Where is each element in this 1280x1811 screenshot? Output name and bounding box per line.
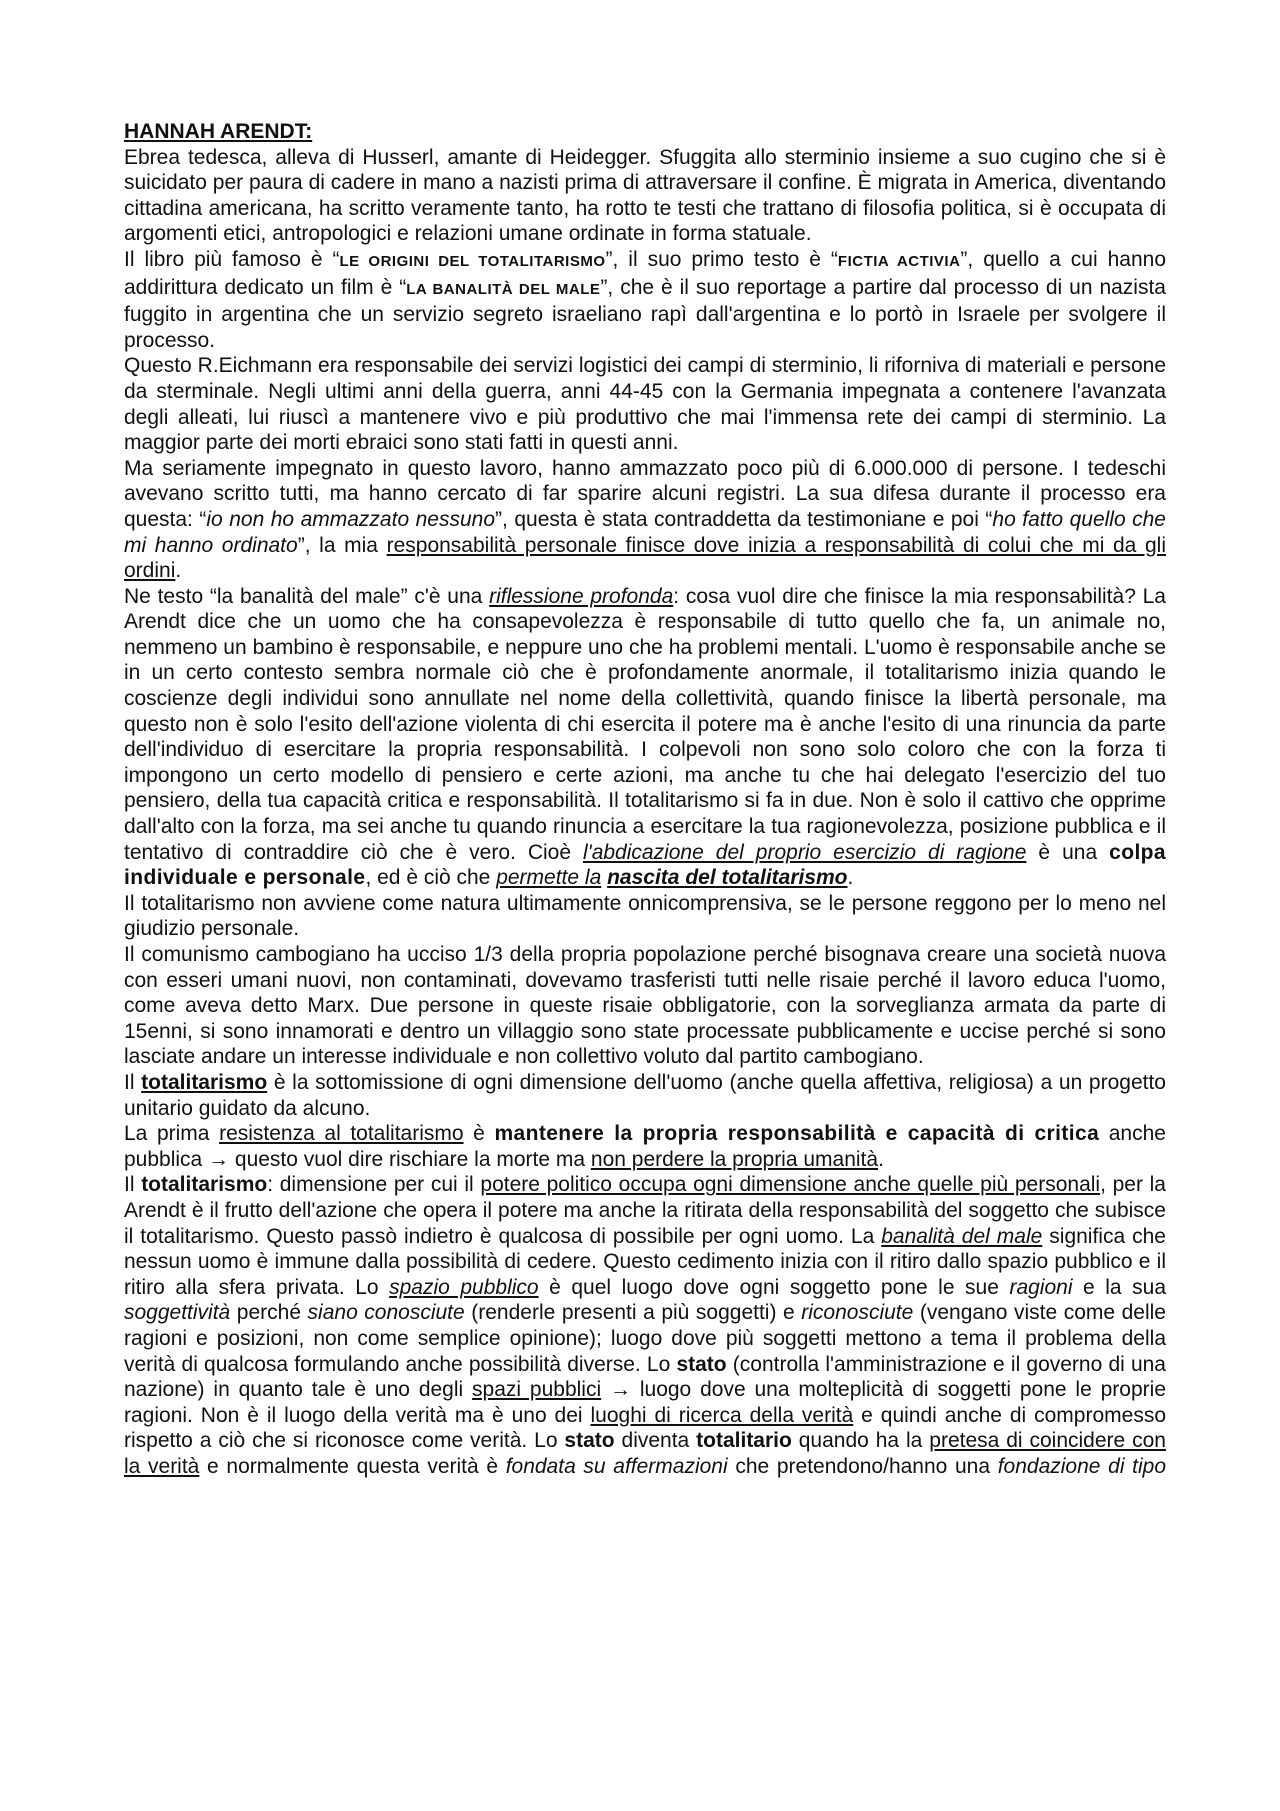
paragraph-state: Il totalitarismo: dimensione per cui il potere politico occupa ogni dimensione anche quelle più personali, per la Arendt è il frutto dell'azione che opera il potere ma anche la ritirata della responsabilità del soggetto che subisce il totalitarismo. Questo passò indietro è qualcosa di possibile per ogni uomo. La banalità del male significa che nessun uomo è immune dalla possibilità di cedere. Questo cedimento inizia con il ritiro dallo spazio pubblico e il ritiro alla sfera privata. Lo spazio pubblico è quel luogo dove ogni soggetto pone le sue ragioni e la sua soggettività perché siano conosciute (renderle presenti a più soggetti) e riconosciute (vengano viste come delle ragioni e posizioni, non come semplice opinione); luogo dove più soggetti mettono a tema il problema della verità di qualcosa formulando anche possibilità diverse. Lo stato (controlla l'amministrazione e il governo di una nazione) in quanto tale è uno degli spazi pubblici → luogo dove una molteplicità di soggetti pone le proprie ragioni. Non è il luogo della verità ma è uno dei luoghi di ricerca della verità e quindi anche di compromesso rispetto a ciò che si riconosce come verità. Lo stato diventa totalitario quando ha la pretesa di coincidere con la verità e normalmente questa verità è fondata su affermazioni che pretendono/hanno una fondazione di tipo bbox=[124, 1173, 1167, 1478]
paragraph-resistance: La prima resistenza al totalitarismo è mantenere la propria responsabilità e capacità di critica anche pubblica → questo vuol dire rischiare la morte ma non perdere la propria umanità. bbox=[124, 1122, 1166, 1171]
book-title-origini: LE ORIGINI DEL TOTALITARISMO bbox=[339, 252, 606, 270]
document-page bbox=[124, 119, 1166, 1479]
paragraph-cambodia: Il comunismo cambogiano ha ucciso 1/3 della propria popolazione perché bisognava creare una società nuova con esseri umani nuovi, non contaminati, dovevamo trasferisti tutti nelle risaie perché il lavoro educa l'uomo, come aveva detto Marx. Due persone in queste risaie obbligatorie, con la sorveglianza armata da parte di 15enni, si sono innamorati e dentro un villaggio sono state processate pubblicamente e uccise perché si sono lasciate andare un interesse individuale e non collettivo voluto dal partito cambogiano. bbox=[124, 943, 1166, 1069]
paragraph-biography: Ebrea tedesca, alleva di Husserl, amante di Heidegger. Sfuggita allo sterminio insieme a suo cugino che si è suicidato per paura di cadere in mano a nazisti prima di attraversare il confine. È migrata in America, diventando cittadina americana, ha scritto veramente tanto, ha rotto te testi che trattano di filosofia politica, si è occupata di argomenti etici, antropologici e relazioni umane ordinate in forma statuale. bbox=[124, 145, 1166, 246]
highlight-responsabilita: responsabilità personale finisce dove inizia a responsabilità di colui che mi da gli ordini bbox=[124, 533, 1166, 583]
paragraph-defense: Ma seriamente impegnato in questo lavoro, hanno ammazzato poco più di 6.000.000 di persone. I tedeschi avevano scritto tutti, ma hanno cercato di far sparire alcuni registri. La sua difesa durante il processo era questa: “io non ho ammazzato nessuno”, questa è stata contraddetta da testimoniane e poi “ho fatto quello che mi hanno ordinato”, la mia responsabilità personale finisce dove inizia a responsabilità di colui che mi da gli ordini. bbox=[124, 456, 1166, 583]
paragraph-books: Il libro più famoso è “LE ORIGINI DEL TOTALITARISMO”, il suo primo testo è “FICTIA ACTIVIA”, quello a cui hanno addirittura dedicato un film è “LA BANALITÀ DEL MALE”, che è il suo reportage a partire dal processo di un nazista fuggito in argentina che un servizio segreto israeliano rapì dall'argentina e lo portò in Israele per svolgere il processo. bbox=[124, 247, 1166, 352]
book-title-fictia: FICTIA ACTIVIA bbox=[837, 252, 961, 270]
paragraph-eichmann: Questo R.Eichmann era responsabile dei servizi logistici dei campi di sterminio, li riforniva di materiali e persone da sterminale. Negli ultimi anni della guerra, anni 44-45 con la Germania impegnata a contenere l'avanzata degli alleati, lui riuscì a mantenere vivo e più produttivo che mai l'immensa rete dei campi di sterminio. La maggior parte dei morti ebraici sono stati fatti in questi anni. bbox=[124, 354, 1166, 455]
document-title: HANNAH ARENDT: bbox=[124, 120, 313, 143]
paragraph-judgement: Il totalitarismo non avviene come natura ultimamente onnicomprensiva, se le persone reggono per lo meno nel giudizio personale. bbox=[124, 891, 1166, 941]
book-title-banalita: LA BANALITÀ DEL MALE bbox=[406, 280, 601, 298]
paragraph-definition: Il totalitarismo è la sottomissione di ogni dimensione dell'uomo (anche quella affettiva, religiosa) a un progetto unitario guidato da alcuno. bbox=[124, 1070, 1166, 1120]
paragraph-reflection: Ne testo “la banalità del male” c'è una riflessione profonda: cosa vuol dire che finisce la mia responsabilità? La Arendt dice che un uomo che ha consapevolezza è responsabile di tutto quello che fa, un animale no, nemmeno un bambino è responsabile, e neppure uno che ha problemi mentali. L'uomo è responsabile anche se in un certo contesto sembra normale ciò che è profondamente anormale, il totalitarismo inizia quando le coscienze degli individui sono annullate nel nome della collettività, quando finisce la libertà personale, ma questo non è solo l'esito dell'azione violenta di chi esercita il potere ma è anche l'esito di una rinuncia da parte dell'individuo di esercitare la propria responsabilità. I colpevoli non sono solo coloro che con la forza ti impongono un certo modello di pensiero e certe azioni, ma anche tu che hai delegato l'esercizio del tuo pensiero, della tua capacità critica e responsabilità. Il totalitarismo si fa in due. Non è solo il cattivo che opprime dall'alto con la forza, ma sei anche tu quando rinuncia a esercitare la tua ragionevolezza, posizione pubblica e il tentativo di contraddire ciò che è vero. Cioè l'abdicazione del proprio esercizio di ragione è una colpa individuale e personale, ed è ciò che permette la nascita del totalitarismo. bbox=[124, 584, 1166, 890]
